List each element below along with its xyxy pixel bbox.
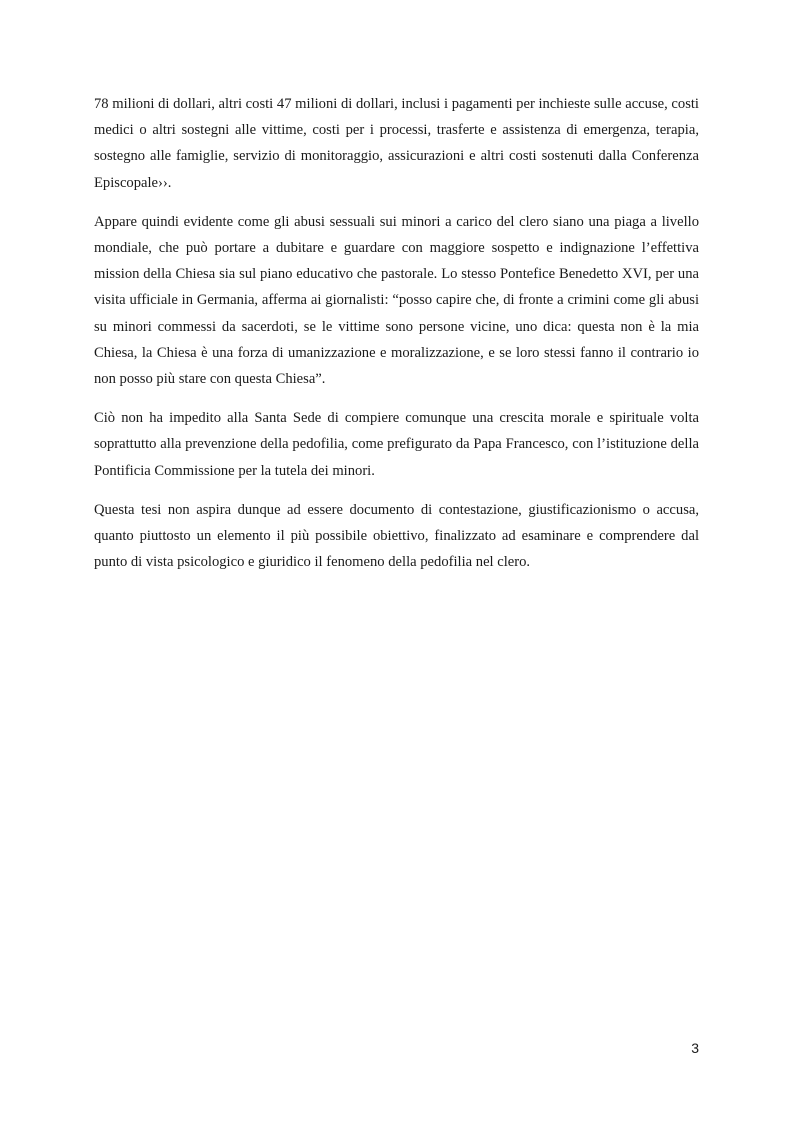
- paragraph-thesis-aim: Questa tesi non aspira dunque ad essere documento di contestazione, giustificazionismo o accusa, quanto piuttosto un elemento il più possibile obiettivo, finalizzato ad esaminare e comprendere dal punto di vista psicologico e giuridico il fenomeno della pedofilia nel clero.: [94, 501, 699, 571]
- paragraph-costs: 78 milioni di dollari, altri costi 47 milioni di dollari, inclusi i pagamenti per inchieste sulle accuse, costi medici o altri sostegni alle vittime, costi per i processi, trasferte e assistenza di emergenza, terapia, sostegno alle famiglie, servizio di monitoraggio, assicurazioni e altri costi sostenuti dalla Conferenza Episcopale››.: [94, 96, 699, 191]
- body-text: [94, 91, 699, 588]
- paragraph-holy-see: Ciò non ha impedito alla Santa Sede di compiere comunque una crescita morale e spirituale volta soprattutto alla prevenzione della pedofilia, come prefigurato da Papa Francesco, con l’istituzione della Pontificia Commissione per la tutela dei minori.: [94, 410, 699, 479]
- paragraph-abuse-worldwide: Appare quindi evidente come gli abusi sessuali sui minori a carico del clero siano una piaga a livello mondiale, che può portare a dubitare e guardare con maggiore sospetto e indignazione l’effettiva mission della Chiesa sia sul piano educativo che pastorale. Lo stesso Pontefice Benedetto XVI, per una visita ufficiale in Germania, afferma ai giornalisti: “posso capire che, di fronte a crimini come gli abusi su minori commessi da sacerdoti, se le vittime sono persone vicine, uno dica: questa non è la mia Chiesa, la Chiesa è una forza di umanizzazione e moralizzazione, e se loro stessi fanno il contrario io non posso più stare con questa Chiesa”.: [94, 213, 699, 388]
- page-number: 3: [691, 1040, 699, 1056]
